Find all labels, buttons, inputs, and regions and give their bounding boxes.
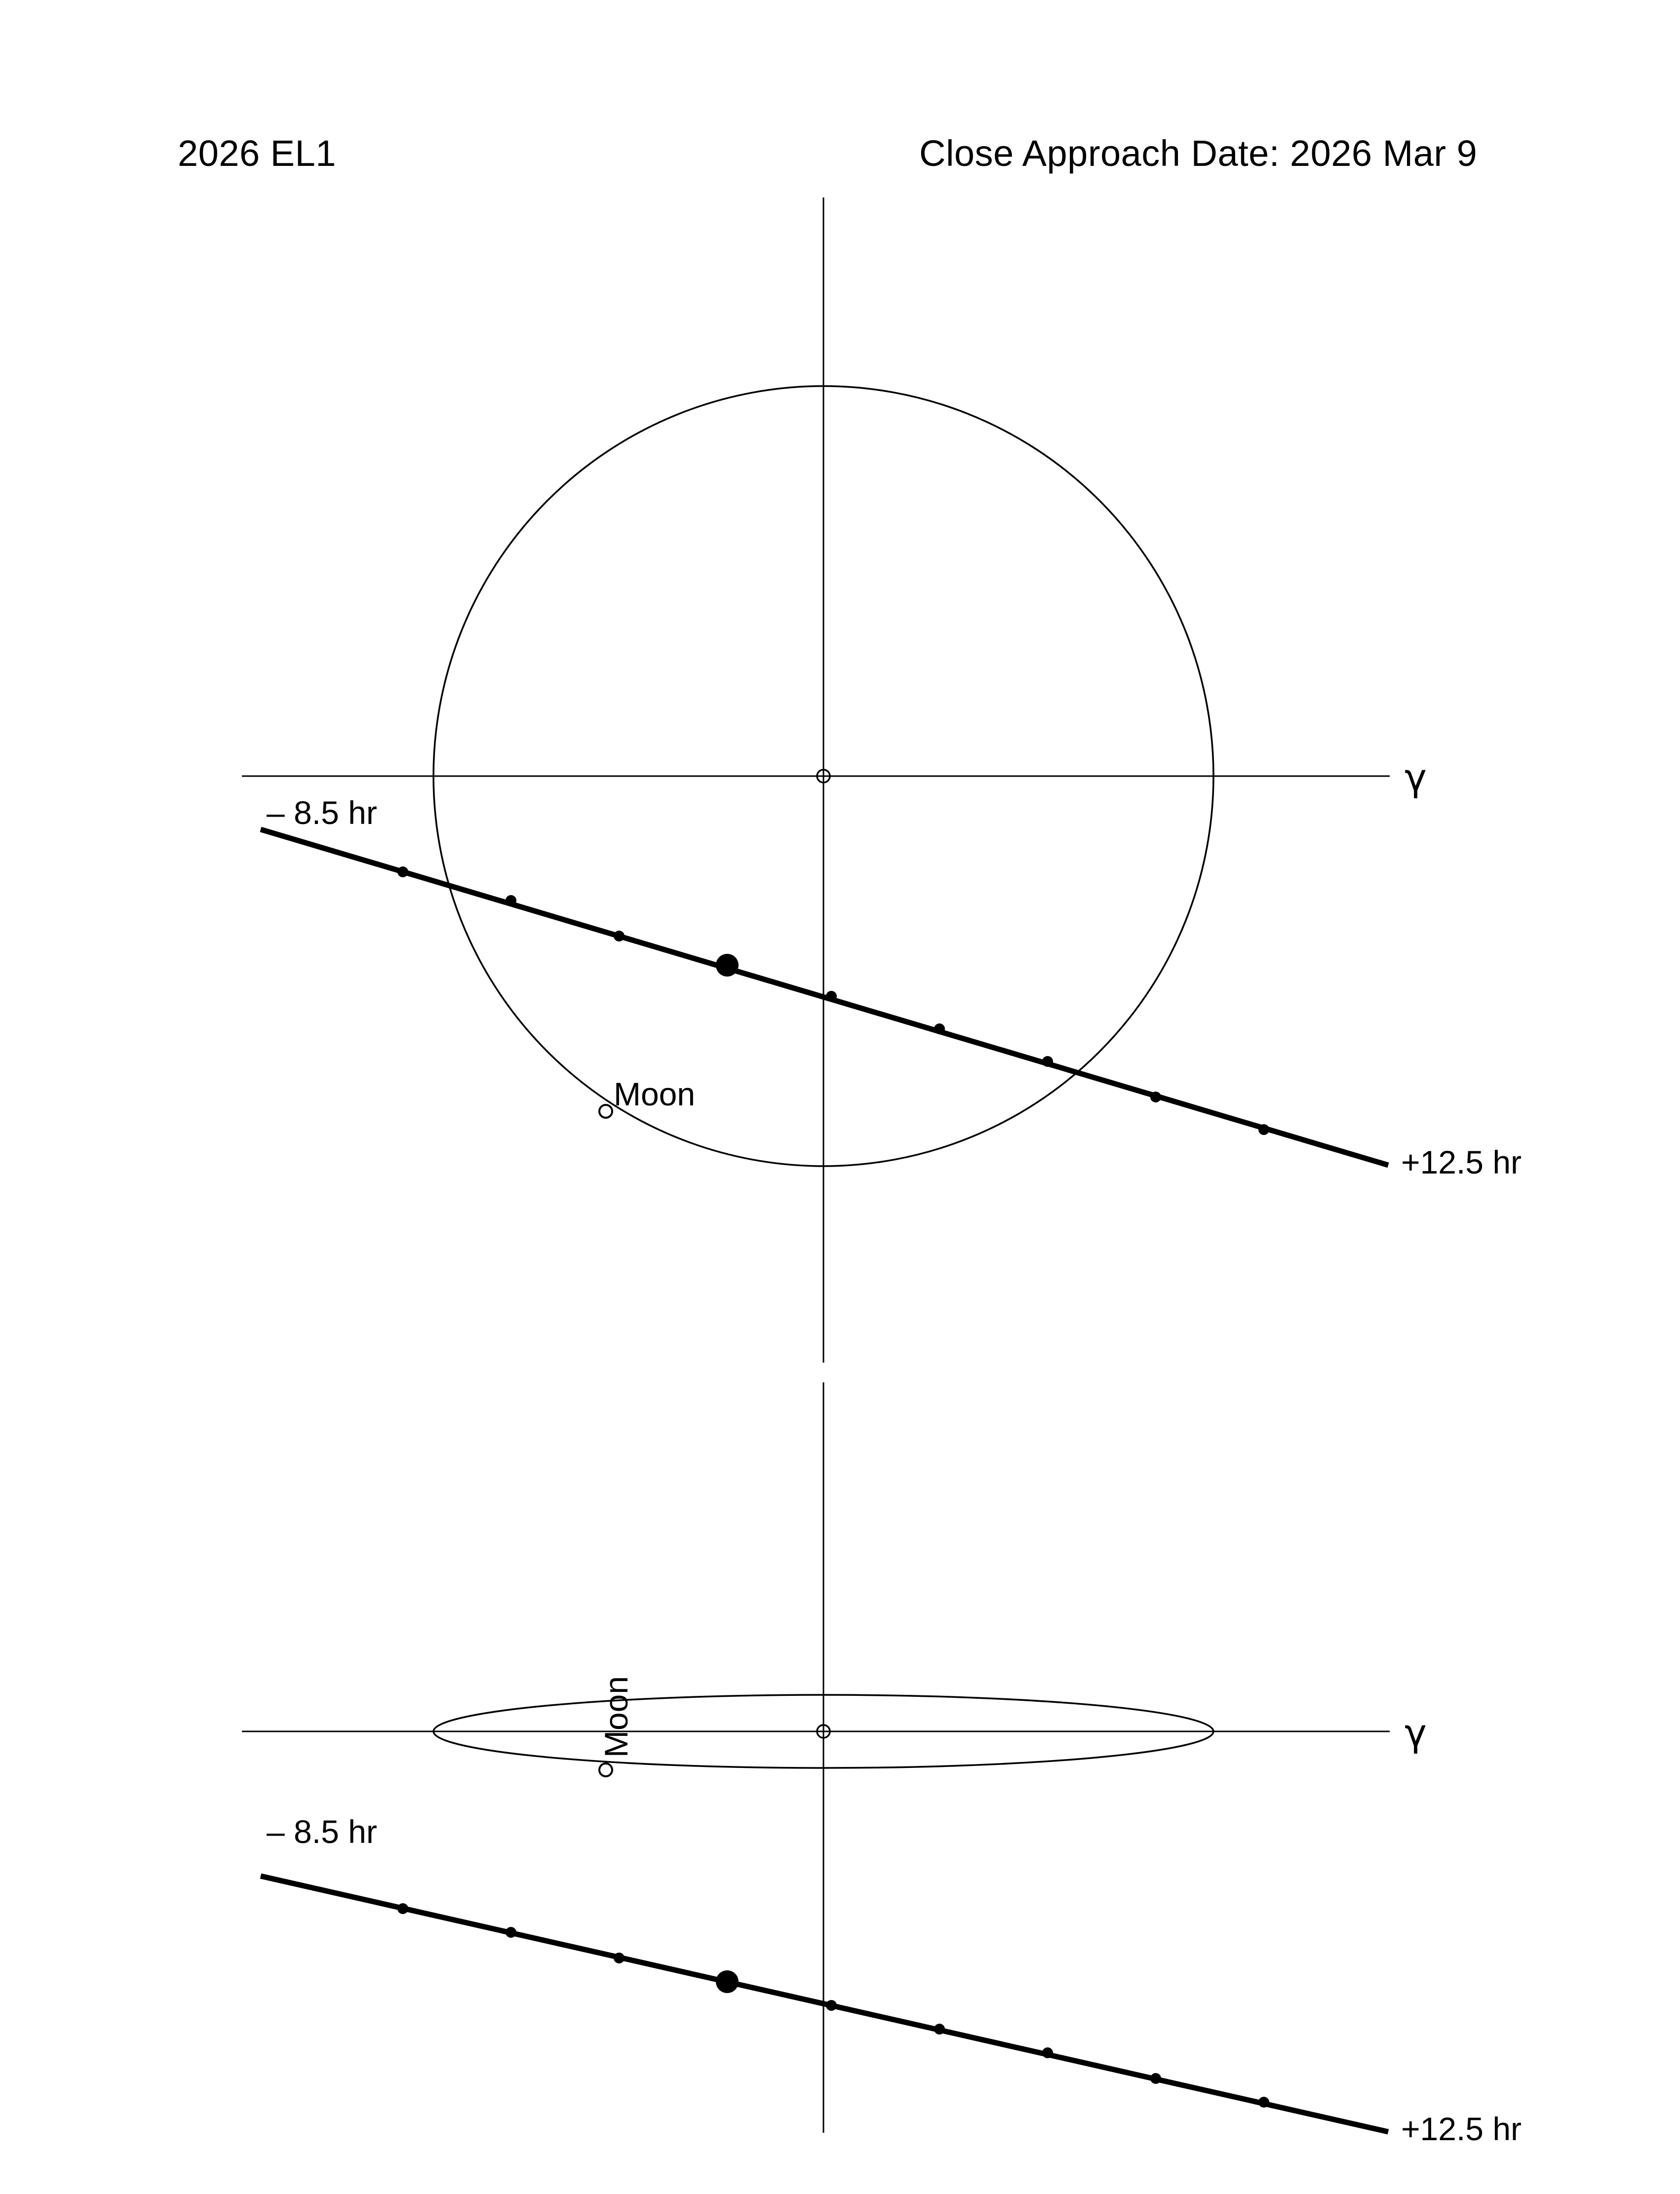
moon-marker-bottom	[599, 1763, 612, 1776]
moon-label-bottom: Moon	[598, 1676, 634, 1758]
track-start-label-top: – 8.5 hr	[267, 794, 377, 831]
close-approach-marker-top	[716, 954, 739, 977]
gamma-axis-label-bottom: γ	[1405, 1711, 1427, 1755]
moon-marker-top	[599, 1105, 612, 1118]
asteroid-track-bottom	[261, 1876, 1388, 2132]
moon-label-top: Moon	[614, 1076, 696, 1112]
top-view-panel	[242, 197, 1390, 1363]
earth-symbol-bottom	[817, 1725, 830, 1738]
asteroid-track-top	[261, 829, 1388, 1165]
object-designation-title: 2026 EL1	[178, 133, 336, 174]
earth-symbol-top	[817, 770, 830, 783]
close-approach-marker-bottom	[716, 1970, 739, 1993]
track-end-label-bottom: +12.5 hr	[1401, 2111, 1522, 2147]
track-end-label-top: +12.5 hr	[1401, 1144, 1522, 1180]
close-approach-date-title: Close Approach Date: 2026 Mar 9	[919, 133, 1478, 174]
gamma-axis-label-top: γ	[1405, 755, 1427, 799]
edge-view-panel	[242, 1382, 1390, 2133]
track-start-label-bottom: – 8.5 hr	[267, 1813, 377, 1850]
